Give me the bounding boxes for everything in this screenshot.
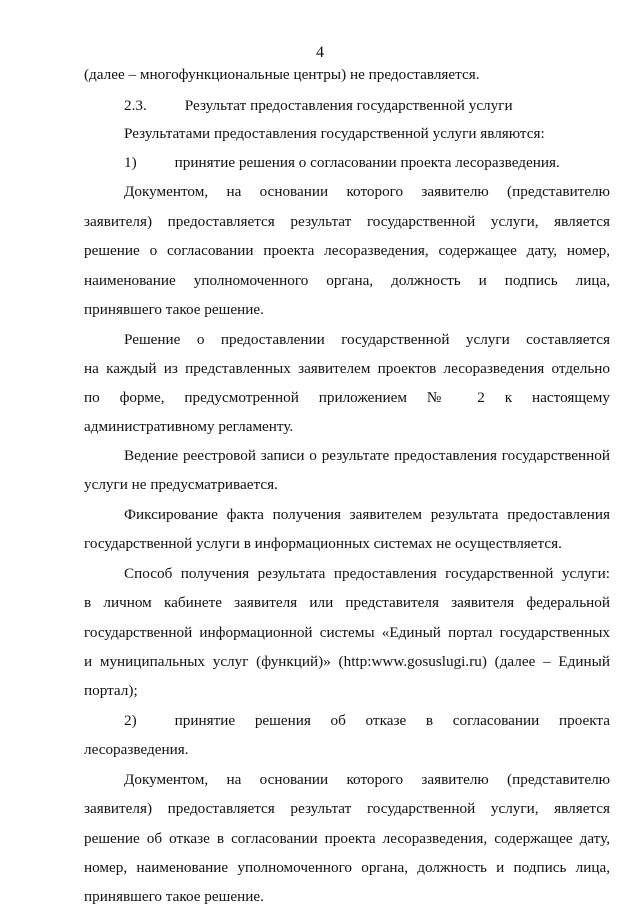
text-line: (далее – многофункциональные центры) не предоставляется. xyxy=(84,66,480,83)
list-item-text: принятие решения о согласовании проекта лесоразведения. xyxy=(174,154,560,171)
text-line: Документом, на основании которого заявителю (представителю xyxy=(124,183,610,200)
list-item xyxy=(124,712,610,730)
text-line: лесоразведения. xyxy=(84,741,189,758)
text-line: Результатами предоставления государственной услуги являются: xyxy=(124,125,545,142)
text-line: наименование уполномоченного органа, должность и подпись лица, xyxy=(84,272,610,289)
text-line: в личном кабинете заявителя или представителя заявителя федеральной xyxy=(84,594,610,611)
text-line: и муниципальных услуг (функций)» (http:www.gosuslugi.ru) (далее – Единый xyxy=(84,653,610,670)
list-marker: 1) xyxy=(124,154,137,171)
text-line: Ведение реестровой записи о результате предоставления государственной xyxy=(124,447,610,464)
text-line: Решение о предоставлении государственной услуги составляется xyxy=(124,331,610,348)
text-line: решение о согласовании проекта лесоразведения, содержащее дату, номер, xyxy=(84,242,610,259)
page-number: 4 xyxy=(316,44,324,61)
text-line: по форме, предусмотренной приложением № 2 к настоящему xyxy=(84,389,610,406)
list-item xyxy=(124,154,610,172)
section-title: Результат предоставления государственной услуги xyxy=(184,97,513,114)
text-line: Способ получения результата предоставления государственной услуги: xyxy=(124,565,610,582)
text-line: государственной услуги в информационных системах не осуществляется. xyxy=(84,535,562,552)
text-line: принявшего такое решение. xyxy=(84,888,264,905)
text-line: административному регламенту. xyxy=(84,418,294,435)
text-line: Фиксирование факта получения заявителем результата предоставления xyxy=(124,506,610,523)
text-line: услуги не предусматривается. xyxy=(84,476,278,493)
text-line: решение об отказе в согласовании проекта лесоразведения, содержащее дату, xyxy=(84,830,610,847)
text-line: государственной информационной системы «Единый портал государственных xyxy=(84,624,610,641)
section-number: 2.3. xyxy=(124,97,147,114)
text-line: заявителя) предоставляется результат государственной услуги, является xyxy=(84,800,610,817)
text-line: принявшего такое решение. xyxy=(84,301,264,318)
text-line: номер, наименование уполномоченного органа, должность и подпись лица, xyxy=(84,859,610,876)
list-marker: 2) xyxy=(124,712,137,729)
text-line: Документом, на основании которого заявителю (представителю xyxy=(124,771,610,788)
text-line: на каждый из представленных заявителем проектов лесоразведения отдельно xyxy=(84,360,610,377)
list-item-text: принятие решения об отказе в согласовании проекта xyxy=(174,712,610,729)
text-line: заявителя) предоставляется результат государственной услуги, является xyxy=(84,213,610,230)
section-heading xyxy=(124,97,610,115)
text-line: портал); xyxy=(84,682,138,699)
